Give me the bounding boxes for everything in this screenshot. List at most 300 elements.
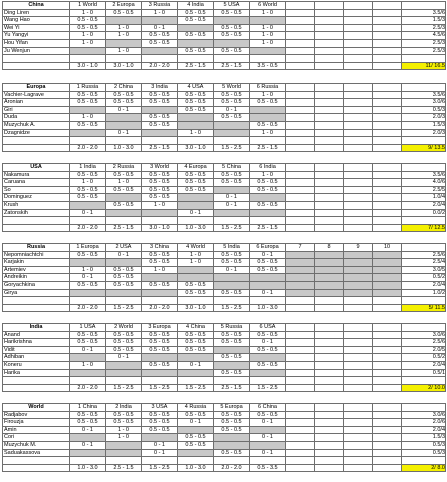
round-header xyxy=(315,324,344,332)
match-total: 2.5 - 1.5 xyxy=(106,464,142,472)
round-header: 2 Russia xyxy=(106,164,142,172)
round-header: 3 USA xyxy=(142,404,178,412)
game-score: 1 - 0 xyxy=(70,9,106,17)
match-total: 1.0 - 3.0 xyxy=(178,464,214,472)
game-score: 0.5 - 0.5 xyxy=(70,419,106,427)
game-score xyxy=(315,251,344,259)
game-score xyxy=(344,201,373,209)
game-score xyxy=(214,274,250,282)
game-score xyxy=(178,24,214,32)
empty-cell xyxy=(3,457,70,465)
empty-cell xyxy=(402,55,446,63)
player-name: Giri xyxy=(3,106,70,114)
game-score xyxy=(373,281,402,289)
player-result: 3.0/6 xyxy=(402,411,446,419)
game-score: 0.5 - 0.5 xyxy=(106,331,142,339)
match-total xyxy=(373,304,402,312)
empty-cell xyxy=(142,457,178,465)
player-row xyxy=(3,259,446,267)
game-score: 0.5 - 0.5 xyxy=(214,289,250,297)
game-score xyxy=(344,17,373,25)
round-header: 5 USA xyxy=(214,2,250,10)
game-score xyxy=(214,346,250,354)
game-score: 0.5 - 0.5 xyxy=(178,411,214,419)
game-score xyxy=(286,449,315,457)
match-total xyxy=(373,224,402,232)
match-total xyxy=(373,464,402,472)
game-score xyxy=(315,209,344,217)
game-score: 0.5 - 0.5 xyxy=(70,281,106,289)
round-header: 1 Russia xyxy=(70,84,106,92)
player-result: 3.0/5 xyxy=(402,266,446,274)
game-score: 0.5 - 0.5 xyxy=(250,331,286,339)
player-result: 0.0/2 xyxy=(402,209,446,217)
player-row xyxy=(3,32,446,40)
team-table-china xyxy=(2,1,446,70)
game-score: 1 - 0 xyxy=(250,24,286,32)
totals-row xyxy=(3,384,446,392)
game-score: 0.5 - 0.5 xyxy=(214,331,250,339)
totals-row xyxy=(3,62,446,70)
game-score xyxy=(286,186,315,194)
round-header: 1 China xyxy=(70,404,106,412)
round-header: 9 xyxy=(344,244,373,252)
empty-cell xyxy=(70,297,106,305)
empty-cell xyxy=(250,377,286,385)
game-score xyxy=(373,411,402,419)
game-score xyxy=(373,9,402,17)
game-score xyxy=(142,354,178,362)
game-score: 0.5 - 0.5 xyxy=(178,32,214,40)
game-score xyxy=(286,201,315,209)
player-result: 0.5/2 xyxy=(402,274,446,282)
game-score xyxy=(344,369,373,377)
game-score xyxy=(286,129,315,137)
player-result: 0.5/1 xyxy=(402,369,446,377)
match-total xyxy=(344,384,373,392)
game-score: 0 - 1 xyxy=(178,419,214,427)
game-score xyxy=(315,361,344,369)
game-score xyxy=(344,289,373,297)
game-score xyxy=(106,369,142,377)
player-result: 4.0/6 xyxy=(402,179,446,187)
game-score xyxy=(142,434,178,442)
game-score: 1 - 0 xyxy=(70,32,106,40)
game-score xyxy=(344,91,373,99)
game-score xyxy=(142,209,178,217)
player-row xyxy=(3,289,446,297)
match-total xyxy=(286,144,315,152)
round-header: 8 xyxy=(315,244,344,252)
game-score xyxy=(315,17,344,25)
game-score: 0 - 1 xyxy=(70,426,106,434)
game-score xyxy=(106,289,142,297)
game-score: 1 - 0 xyxy=(178,129,214,137)
round-header xyxy=(373,324,402,332)
game-score xyxy=(373,354,402,362)
game-score xyxy=(373,32,402,40)
game-score xyxy=(344,274,373,282)
player-result: 2.0/4 xyxy=(402,281,446,289)
game-score xyxy=(344,24,373,32)
match-total: 1.5 - 2.5 xyxy=(142,384,178,392)
game-score xyxy=(286,251,315,259)
empty-cell xyxy=(70,137,106,145)
game-score xyxy=(373,99,402,107)
game-score xyxy=(373,361,402,369)
player-result: 3.0/6 xyxy=(402,99,446,107)
match-total xyxy=(315,384,344,392)
round-header xyxy=(373,404,402,412)
empty-cell xyxy=(286,137,315,145)
game-score xyxy=(70,434,106,442)
game-score: 0.5 - 0.5 xyxy=(214,251,250,259)
game-score xyxy=(178,426,214,434)
result-header xyxy=(402,164,446,172)
game-score: 0.5 - 0.5 xyxy=(142,361,178,369)
match-total: 2.5 - 1.5 xyxy=(106,224,142,232)
game-score xyxy=(344,251,373,259)
player-name: Radjabov xyxy=(3,411,70,419)
empty-cell xyxy=(178,377,214,385)
player-name: Anand xyxy=(3,331,70,339)
final-score-badge: 9/ 13.5 xyxy=(402,144,446,152)
round-header: 1 India xyxy=(70,164,106,172)
empty-cell xyxy=(315,297,344,305)
team-table-world xyxy=(2,403,446,472)
game-score: 0.5 - 0.5 xyxy=(106,281,142,289)
player-row xyxy=(3,179,446,187)
game-score xyxy=(344,114,373,122)
game-score: 0.5 - 0.5 xyxy=(214,426,250,434)
game-score xyxy=(315,354,344,362)
round-header xyxy=(344,84,373,92)
round-header xyxy=(344,404,373,412)
game-score xyxy=(373,106,402,114)
game-score: 0 - 1 xyxy=(214,201,250,209)
player-name: Zatonskih xyxy=(3,209,70,217)
player-name: Caruana xyxy=(3,179,70,187)
game-score: 0.5 - 0.5 xyxy=(214,24,250,32)
game-score xyxy=(286,354,315,362)
game-score xyxy=(286,346,315,354)
team-table-russia xyxy=(2,243,446,312)
player-result: 3.5/6 xyxy=(402,91,446,99)
game-score xyxy=(214,209,250,217)
empty-cell xyxy=(315,457,344,465)
game-score xyxy=(106,17,142,25)
game-score xyxy=(70,47,106,55)
game-score xyxy=(214,441,250,449)
match-total xyxy=(344,224,373,232)
game-score xyxy=(70,449,106,457)
game-score xyxy=(344,209,373,217)
round-header xyxy=(373,84,402,92)
totals-row xyxy=(3,464,446,472)
player-name: Saduakassova xyxy=(3,449,70,457)
game-score xyxy=(344,449,373,457)
round-header: 5 World xyxy=(214,84,250,92)
game-score xyxy=(250,281,286,289)
player-row xyxy=(3,434,446,442)
player-row xyxy=(3,106,446,114)
match-total: 2.0 - 2.0 xyxy=(70,224,106,232)
round-header xyxy=(286,404,315,412)
player-row xyxy=(3,114,446,122)
round-header: 6 Europa xyxy=(250,244,286,252)
team-name: World xyxy=(3,404,70,412)
round-header: 3 World xyxy=(142,164,178,172)
game-score: 1 - 0 xyxy=(250,171,286,179)
game-score xyxy=(344,47,373,55)
game-score: 1 - 0 xyxy=(106,32,142,40)
game-score: 0 - 1 xyxy=(250,251,286,259)
round-header: 3 Russia xyxy=(142,2,178,10)
game-score: 0.5 - 0.5 xyxy=(70,91,106,99)
game-score: 0.5 - 0.5 xyxy=(178,346,214,354)
match-total xyxy=(286,304,315,312)
match-total: 1.5 - 2.5 xyxy=(214,304,250,312)
game-score: 0.5 - 0.5 xyxy=(106,186,142,194)
round-header: 1 USA xyxy=(70,324,106,332)
game-score xyxy=(344,426,373,434)
game-score xyxy=(373,114,402,122)
player-row xyxy=(3,9,446,17)
empty-cell xyxy=(344,297,373,305)
game-score xyxy=(286,24,315,32)
game-score xyxy=(315,281,344,289)
player-name: Artemiev xyxy=(3,266,70,274)
game-score xyxy=(315,441,344,449)
player-result: 2.5/5 xyxy=(402,186,446,194)
match-total xyxy=(315,224,344,232)
round-header: 4 China xyxy=(178,324,214,332)
player-name: Krush xyxy=(3,201,70,209)
game-score xyxy=(344,32,373,40)
game-score xyxy=(214,17,250,25)
player-name: Andreikin xyxy=(3,274,70,282)
game-score: 1 - 0 xyxy=(178,259,214,267)
game-score: 0 - 1 xyxy=(250,339,286,347)
game-score: 0 - 1 xyxy=(250,449,286,457)
empty-cell xyxy=(402,297,446,305)
game-score xyxy=(315,121,344,129)
match-total: 3.0 - 1.0 xyxy=(106,62,142,70)
game-score: 0.5 - 0.5 xyxy=(250,201,286,209)
team-header-row xyxy=(3,404,446,412)
game-score xyxy=(373,346,402,354)
player-result: 1.0/4 xyxy=(402,194,446,202)
empty-cell xyxy=(402,137,446,145)
game-score xyxy=(250,194,286,202)
game-score xyxy=(70,369,106,377)
game-score xyxy=(106,361,142,369)
round-header: 2 Europa xyxy=(106,2,142,10)
game-score xyxy=(106,194,142,202)
match-total xyxy=(344,144,373,152)
empty-cell xyxy=(106,377,142,385)
player-result: 2.0/5 xyxy=(402,346,446,354)
game-score xyxy=(286,32,315,40)
game-score: 0.5 - 0.5 xyxy=(214,354,250,362)
round-header xyxy=(315,2,344,10)
game-score: 0 - 1 xyxy=(106,129,142,137)
game-score: 0 - 1 xyxy=(70,274,106,282)
result-header xyxy=(402,84,446,92)
game-score xyxy=(214,361,250,369)
player-row xyxy=(3,194,446,202)
player-row xyxy=(3,47,446,55)
match-total xyxy=(344,464,373,472)
game-score xyxy=(315,339,344,347)
game-score xyxy=(214,121,250,129)
game-score: 0.5 - 0.5 xyxy=(178,331,214,339)
game-score: 0.5 - 0.5 xyxy=(142,171,178,179)
empty-cell xyxy=(214,457,250,465)
round-header: 3 Europa xyxy=(142,324,178,332)
game-score xyxy=(250,369,286,377)
player-name: Koneru xyxy=(3,361,70,369)
game-score xyxy=(286,259,315,267)
game-score: 0.5 - 0.5 xyxy=(142,259,178,267)
game-score xyxy=(373,426,402,434)
game-score xyxy=(286,114,315,122)
empty-cell xyxy=(402,217,446,225)
game-score: 0.5 - 0.5 xyxy=(142,339,178,347)
player-name: Vidit xyxy=(3,346,70,354)
round-header: 3 India xyxy=(142,84,178,92)
game-score: 0.5 - 0.5 xyxy=(106,346,142,354)
game-score: 0.5 - 0.5 xyxy=(214,114,250,122)
empty-cell xyxy=(286,457,315,465)
player-row xyxy=(3,441,446,449)
game-score: 0.5 - 0.5 xyxy=(214,339,250,347)
result-header xyxy=(402,324,446,332)
match-total xyxy=(373,144,402,152)
game-score: 0 - 1 xyxy=(70,209,106,217)
game-score: 0.5 - 0.5 xyxy=(214,171,250,179)
player-result: 2.0/4 xyxy=(402,201,446,209)
empty-cell xyxy=(286,297,315,305)
game-score xyxy=(286,194,315,202)
game-score xyxy=(315,426,344,434)
game-score: 0.5 - 0.5 xyxy=(178,91,214,99)
player-row xyxy=(3,186,446,194)
team-name: Russia xyxy=(3,244,70,252)
player-row xyxy=(3,24,446,32)
game-score xyxy=(344,339,373,347)
game-score xyxy=(344,419,373,427)
game-score: 0.5 - 0.5 xyxy=(214,449,250,457)
game-score: 0.5 - 0.5 xyxy=(178,17,214,25)
game-score xyxy=(106,209,142,217)
player-name: Amin xyxy=(3,426,70,434)
player-row xyxy=(3,251,446,259)
player-row xyxy=(3,274,446,282)
result-header xyxy=(402,244,446,252)
game-score: 0.5 - 0.5 xyxy=(214,47,250,55)
match-total: 2.0 - 2.0 xyxy=(70,384,106,392)
round-header: 5 India xyxy=(214,244,250,252)
game-score xyxy=(250,426,286,434)
game-score xyxy=(142,47,178,55)
empty-cell xyxy=(214,55,250,63)
round-header: 4 World xyxy=(178,244,214,252)
final-score-badge: 2/ 8.0 xyxy=(402,464,446,472)
empty-cell xyxy=(344,55,373,63)
totals-label xyxy=(3,464,70,472)
empty-cell xyxy=(70,377,106,385)
game-score xyxy=(178,449,214,457)
game-score xyxy=(373,121,402,129)
game-score xyxy=(286,209,315,217)
round-header: 10 xyxy=(373,244,402,252)
empty-cell xyxy=(373,137,402,145)
team-table-india xyxy=(2,323,446,392)
game-score: 0.5 - 0.5 xyxy=(142,346,178,354)
empty-cell xyxy=(142,55,178,63)
game-score: 0.5 - 0.5 xyxy=(70,121,106,129)
game-score xyxy=(142,17,178,25)
match-total: 3.0 - 1.0 xyxy=(70,62,106,70)
round-header: 5 Russia xyxy=(214,324,250,332)
game-score xyxy=(286,441,315,449)
game-score: 1 - 0 xyxy=(178,251,214,259)
game-score: 0 - 1 xyxy=(250,289,286,297)
round-header xyxy=(373,2,402,10)
game-score: 0.5 - 0.5 xyxy=(214,9,250,17)
player-row xyxy=(3,209,446,217)
game-score: 0.5 - 0.5 xyxy=(178,9,214,17)
match-total: 2.0 - 2.0 xyxy=(70,304,106,312)
game-score xyxy=(106,449,142,457)
player-result: 1.5/3 xyxy=(402,121,446,129)
empty-cell xyxy=(178,297,214,305)
game-score xyxy=(344,106,373,114)
empty-cell xyxy=(178,137,214,145)
game-score: 0.5 - 0.5 xyxy=(178,106,214,114)
game-score xyxy=(373,91,402,99)
player-row xyxy=(3,426,446,434)
game-score: 0 - 1 xyxy=(142,449,178,457)
empty-cell xyxy=(3,137,70,145)
match-total: 3.0 - 1.0 xyxy=(142,224,178,232)
match-total: 1.0 - 3.0 xyxy=(70,464,106,472)
game-score xyxy=(344,171,373,179)
game-score: 0.5 - 0.5 xyxy=(70,99,106,107)
player-row xyxy=(3,91,446,99)
game-score: 0.5 - 0.5 xyxy=(178,99,214,107)
game-score: 0.5 - 0.5 xyxy=(106,266,142,274)
game-score xyxy=(286,179,315,187)
empty-cell xyxy=(250,457,286,465)
spacer-row xyxy=(3,377,446,385)
player-result: 2.0/4 xyxy=(402,426,446,434)
game-score xyxy=(373,266,402,274)
game-score: 0.5 - 0.5 xyxy=(70,411,106,419)
game-score xyxy=(315,106,344,114)
game-score xyxy=(106,39,142,47)
totals-row xyxy=(3,144,446,152)
player-result: 3.5/6 xyxy=(402,9,446,17)
game-score: 0.5 - 0.5 xyxy=(106,99,142,107)
match-total: 3.0 - 1.0 xyxy=(178,144,214,152)
empty-cell xyxy=(70,217,106,225)
game-score: 0.5 - 0.5 xyxy=(70,186,106,194)
player-row xyxy=(3,281,446,289)
empty-cell xyxy=(315,217,344,225)
game-score: 0 - 1 xyxy=(214,106,250,114)
